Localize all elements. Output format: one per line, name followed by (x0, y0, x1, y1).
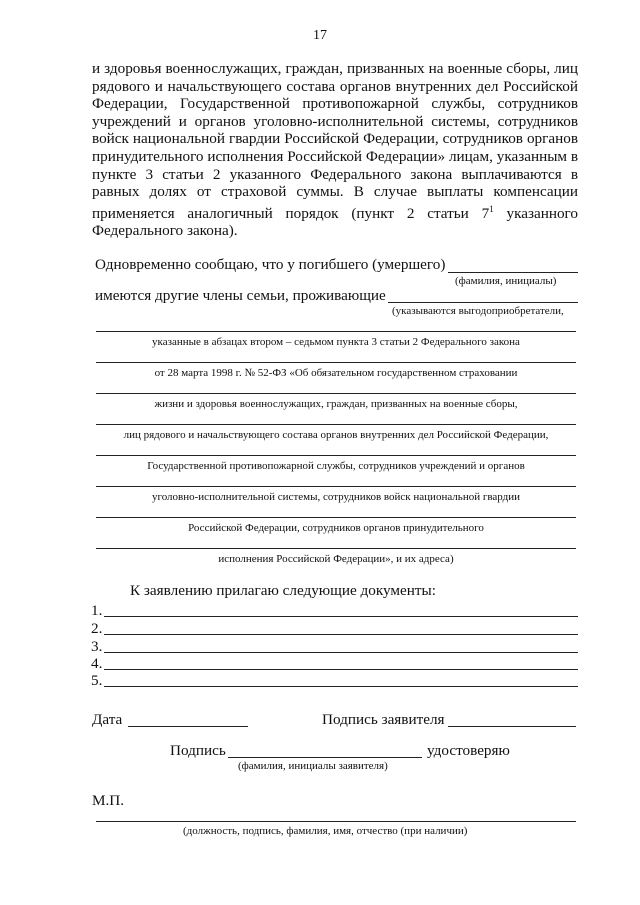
members-hint: (указываются выгодоприобретатели, (392, 305, 564, 317)
beneficiary-line-2[interactable] (96, 362, 576, 363)
document-field-2[interactable] (104, 634, 578, 635)
document-number: 4. (91, 655, 103, 672)
official-hint: (должность, подпись, фамилия, имя, отчество (при наличии) (183, 825, 468, 837)
document-field-3[interactable] (104, 652, 578, 653)
certify-suffix: удостоверяю (427, 742, 510, 759)
caption-line-6: уголовно-исполнительной системы, сотрудников войск национальной гвардии (151, 491, 521, 503)
page-number: 17 (313, 28, 327, 43)
document-number: 5. (91, 672, 103, 689)
caption-line-8: исполнения Российской Федерации», и их адреса) (218, 553, 454, 565)
notify-hint: (фамилия, инициалы) (455, 275, 557, 287)
beneficiary-line-8[interactable] (96, 548, 576, 549)
certify-prefix: Подпись (170, 742, 226, 759)
body-paragraph (92, 60, 578, 240)
document-number: 1. (91, 602, 103, 619)
notify-label: Одновременно сообщаю, что у погибшего (умершего) (95, 256, 446, 273)
beneficiaries-field[interactable] (388, 302, 578, 303)
caption-line-1: указанные в абзацах втором – седьмом пункта 3 статьи 2 Федерального закона (152, 336, 520, 348)
beneficiary-line-6[interactable] (96, 486, 576, 487)
beneficiary-line-1[interactable] (96, 331, 576, 332)
paragraph-end: указанного Федерального закона). (92, 204, 578, 240)
members-label: имеются другие члены семьи, проживающие (95, 287, 386, 304)
signature-field[interactable] (448, 726, 576, 727)
caption-line-5: Государственной противопожарной службы, сотрудников учреждений и органов (147, 460, 525, 472)
beneficiary-line-4[interactable] (96, 424, 576, 425)
caption-line-7: Российской Федерации, сотрудников органов принудительного (188, 522, 484, 534)
date-label: Дата (92, 711, 123, 728)
document-number: 2. (91, 620, 103, 637)
caption-line-2: от 28 марта 1998 г. № 52-ФЗ «Об обязательном государственном страховании (154, 367, 518, 379)
beneficiary-line-5[interactable] (96, 455, 576, 456)
beneficiary-line-7[interactable] (96, 517, 576, 518)
documents-heading: К заявлению прилагаю следующие документы: (130, 582, 436, 599)
date-field[interactable] (128, 726, 248, 727)
document-field-4[interactable] (104, 669, 578, 670)
signature-label: Подпись заявителя (322, 711, 445, 728)
beneficiary-line-3[interactable] (96, 393, 576, 394)
official-field[interactable] (96, 821, 576, 822)
caption-line-3: жизни и здоровья военнослужащих, граждан, призванных на военные сборы, (154, 398, 518, 410)
deceased-name-field[interactable] (448, 272, 578, 273)
document-number: 3. (91, 638, 103, 655)
paragraph-superscript: 1 (489, 203, 494, 214)
certify-name-field[interactable] (228, 757, 422, 758)
caption-line-4: лиц рядового и начальствующего состава органов внутренних дел Российской Федерации, (123, 429, 549, 441)
certify-hint: (фамилия, инициалы заявителя) (238, 760, 388, 772)
document-field-5[interactable] (104, 686, 578, 687)
paragraph-text: и здоровья военнослужащих, граждан, призванных на военные сборы, лиц рядового и начальствующего состава органов внутренних дел Российской Федерации, Государственной противопожарной службы, сотрудников учреждений и органов уголовно-исполнительной системы, сотрудников войск национальной гвардии Российской Федерации, сотрудников органов принудительного исполнения Российской Федерации» лицам, указанным в пункте 3 статьи 2 указанного Федерального закона выплачиваются в равных долях от страховой суммы. В случае выплаты компенсации применяется аналогичный порядок (пункт 2 статьи 7 (92, 60, 578, 222)
stamp-label: М.П. (92, 792, 125, 809)
document-field-1[interactable] (104, 616, 578, 617)
